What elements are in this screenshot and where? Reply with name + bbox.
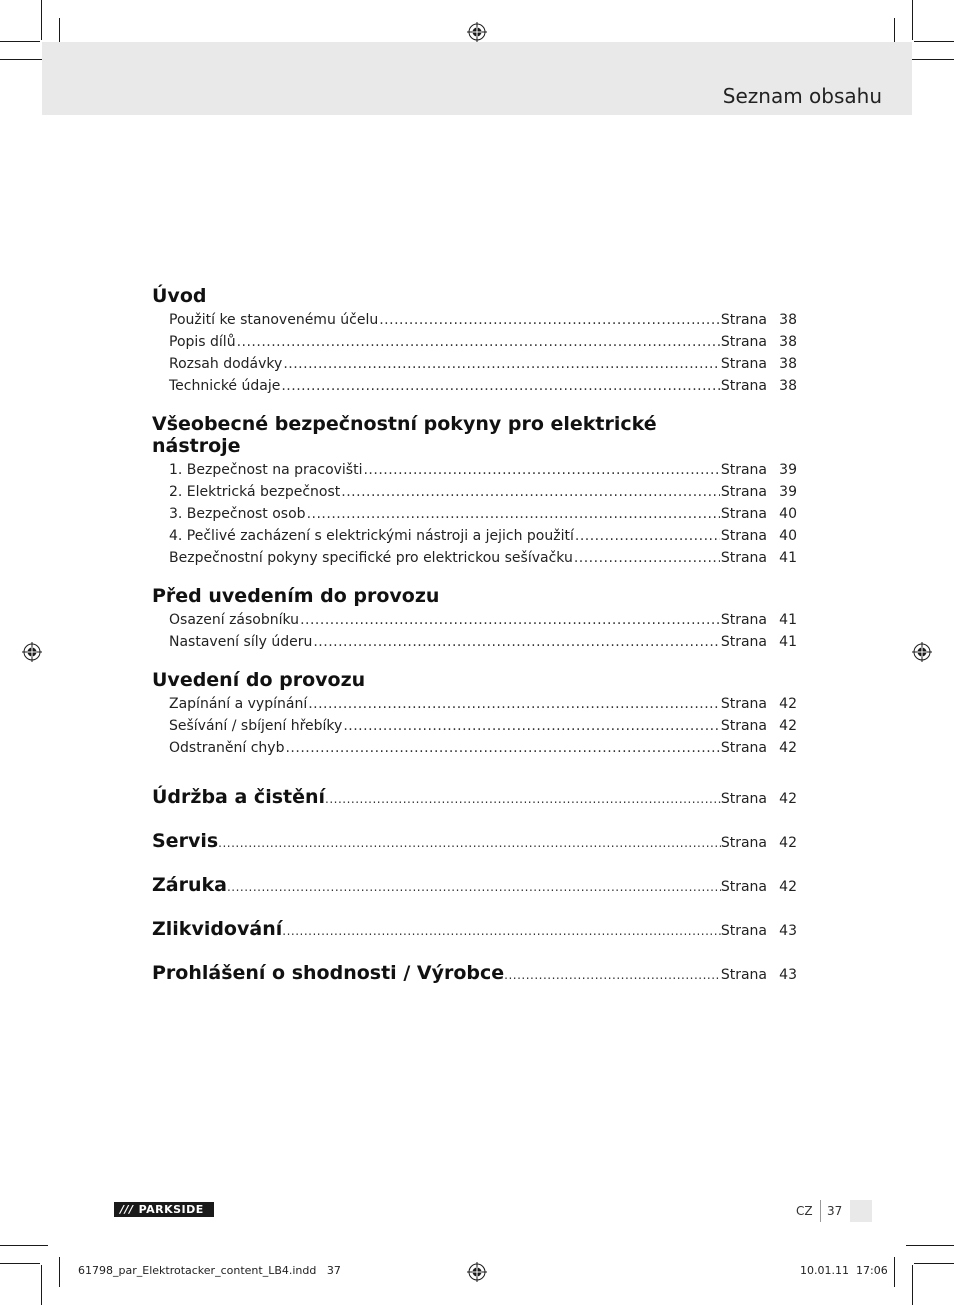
crop-mark	[914, 41, 954, 42]
toc-entry[interactable]	[152, 459, 797, 481]
entry-page-prefix: Strana	[720, 334, 767, 350]
entry-label: Popis dílů	[169, 334, 236, 350]
entry-page-number: 41	[779, 634, 797, 650]
crop-mark	[0, 59, 48, 60]
entry-page-number: 39	[779, 484, 797, 500]
leader-dots	[313, 631, 719, 653]
entry-label: Rozsah dodávky	[169, 356, 283, 372]
entry-page-prefix: Strana	[720, 791, 767, 807]
entry-label: Osazení zásobníku	[169, 612, 300, 628]
logo-mark: ///	[120, 1203, 134, 1216]
toc-entry[interactable]	[152, 631, 797, 653]
toc-entry[interactable]	[152, 481, 797, 503]
entry-page-prefix: Strana	[720, 356, 767, 372]
slug-filename: 61798_par_Elektrotacker_content_LB4.indd 37	[78, 1264, 341, 1277]
entry-page-prefix: Strana	[720, 528, 767, 544]
entry-page-number: 38	[779, 378, 797, 394]
leader-dots	[575, 525, 720, 547]
crop-mark	[906, 59, 954, 60]
entry-page-number: 41	[779, 612, 797, 628]
logo-text: PARKSIDE	[138, 1203, 204, 1216]
toc-section	[152, 285, 797, 397]
section-heading: Úvod	[152, 285, 207, 307]
leader-dots	[363, 459, 719, 481]
entry-page-number: 38	[779, 356, 797, 372]
entry-page-number: 39	[779, 462, 797, 478]
toc-entry[interactable]	[152, 353, 797, 375]
entry-page-prefix: Strana	[720, 634, 767, 650]
registration-mark-icon	[22, 642, 42, 662]
toc-entry[interactable]	[152, 609, 797, 631]
entry-label: 4. Pečlivé zacházení s elektrickými nástroji a jejich použití	[169, 528, 574, 544]
entry-page-number: 42	[779, 740, 797, 756]
entry-page-prefix: Strana	[720, 879, 767, 895]
entry-page-number: 42	[779, 791, 797, 807]
entry-label: Nastavení síly úderu	[169, 634, 313, 650]
entry-page-prefix: Strana	[720, 967, 767, 983]
entry-label: Bezpečnostní pokyny specifické pro elektrickou sešívačku	[169, 550, 573, 566]
toc-entry[interactable]	[152, 331, 797, 353]
footer-divider	[820, 1200, 821, 1222]
entry-page-number: 42	[779, 835, 797, 851]
entry-page-prefix: Strana	[720, 696, 767, 712]
heading-entry-label: Servis	[152, 830, 219, 852]
registration-mark-icon	[467, 22, 487, 42]
page-tab-marker	[850, 1200, 872, 1222]
section-heading	[152, 413, 797, 457]
slug-date: 10.01.11	[800, 1264, 849, 1277]
crop-mark	[894, 1257, 895, 1287]
leader-dots	[283, 353, 720, 375]
entry-page-number: 43	[779, 967, 797, 983]
language-code: CZ	[796, 1204, 813, 1218]
toc-section	[152, 585, 797, 653]
leader-dots	[281, 375, 719, 397]
slug-time: 17:06	[856, 1264, 888, 1277]
section-heading-line: nástroje	[152, 435, 241, 457]
section-heading-line: Všeobecné bezpečnostní pokyny pro elektrické	[152, 413, 657, 435]
entry-label: 2. Elektrická bezpečnost	[169, 484, 341, 500]
toc-heading-entry[interactable]	[152, 951, 797, 995]
leader-dots	[379, 309, 720, 331]
toc-entry[interactable]	[152, 547, 797, 569]
entry-label: Technické údaje	[169, 378, 281, 394]
page-number: 37	[827, 1204, 843, 1218]
leader-dots	[307, 503, 720, 525]
leader-dots	[218, 821, 721, 865]
leader-dots	[343, 715, 720, 737]
toc-entry[interactable]	[152, 737, 797, 759]
table-of-contents	[152, 285, 797, 995]
entry-label: Odstranění chyb	[169, 740, 285, 756]
entry-page-prefix: Strana	[720, 718, 767, 734]
entry-page-number: 42	[779, 696, 797, 712]
toc-entry[interactable]	[152, 309, 797, 331]
crop-mark	[912, 1265, 913, 1305]
registration-mark-icon	[467, 1262, 487, 1282]
toc-heading-entry[interactable]	[152, 819, 797, 863]
toc-section	[152, 413, 797, 569]
heading-entry-label: Zlikvidování	[152, 918, 283, 940]
crop-mark	[0, 41, 40, 42]
entry-page-prefix: Strana	[720, 378, 767, 394]
entry-page-prefix: Strana	[720, 484, 767, 500]
leader-dots	[285, 737, 719, 759]
crop-mark	[41, 0, 42, 40]
leader-dots	[325, 777, 721, 821]
leader-dots	[341, 481, 720, 503]
entry-page-prefix: Strana	[720, 506, 767, 522]
toc-entry[interactable]	[152, 693, 797, 715]
entry-label: 1. Bezpečnost na pracovišti	[169, 462, 363, 478]
leader-dots	[237, 331, 720, 353]
crop-mark	[59, 1257, 60, 1287]
entry-page-number: 41	[779, 550, 797, 566]
entry-page-number: 43	[779, 923, 797, 939]
crop-mark	[0, 1245, 48, 1246]
entry-page-prefix: Strana	[720, 462, 767, 478]
entry-page-prefix: Strana	[720, 550, 767, 566]
entry-page-prefix: Strana	[720, 312, 767, 328]
entry-page-prefix: Strana	[720, 612, 767, 628]
entry-label: Zapínání a vypínání	[169, 696, 308, 712]
entry-page-number: 40	[779, 506, 797, 522]
toc-entry[interactable]	[152, 715, 797, 737]
heading-entry-label: Záruka	[152, 874, 227, 896]
leader-dots	[574, 547, 720, 569]
entry-page-prefix: Strana	[720, 923, 767, 939]
crop-mark	[0, 1263, 40, 1264]
entry-page-number: 40	[779, 528, 797, 544]
registration-mark-icon	[912, 642, 932, 662]
parkside-logo	[114, 1202, 214, 1217]
entry-page-number: 42	[779, 879, 797, 895]
toc-entry[interactable]	[152, 503, 797, 525]
crop-mark	[906, 1245, 954, 1246]
toc-heading-entry[interactable]	[152, 863, 797, 907]
entry-label: Použití ke stanovenému účelu	[169, 312, 379, 328]
leader-dots	[300, 609, 720, 631]
heading-entry-label: Údržba a čistění	[152, 786, 326, 808]
section-heading: Uvedení do provozu	[152, 669, 366, 691]
toc-section	[152, 669, 797, 759]
entry-page-prefix: Strana	[720, 835, 767, 851]
crop-mark	[41, 1265, 42, 1305]
heading-entry-label: Prohlášení o shodnosti / Výrobce	[152, 962, 505, 984]
entry-label: 3. Bezpečnost osob	[169, 506, 306, 522]
entry-page-number: 38	[779, 334, 797, 350]
crop-mark	[912, 0, 913, 40]
section-heading: Před uvedením do provozu	[152, 585, 440, 607]
leader-dots	[227, 865, 721, 909]
entry-page-number: 38	[779, 312, 797, 328]
toc-entry[interactable]	[152, 375, 797, 397]
toc-entry[interactable]	[152, 525, 797, 547]
entry-page-prefix: Strana	[720, 740, 767, 756]
entry-label: Sešívání / sbíjení hřebíky	[169, 718, 343, 734]
page-title: Seznam obsahu	[722, 84, 882, 108]
leader-dots	[282, 909, 721, 953]
toc-heading-entry[interactable]	[152, 907, 797, 951]
leader-dots	[504, 953, 721, 997]
crop-mark	[914, 1263, 954, 1264]
toc-heading-entry[interactable]	[152, 775, 797, 819]
entry-page-number: 42	[779, 718, 797, 734]
leader-dots	[308, 693, 720, 715]
